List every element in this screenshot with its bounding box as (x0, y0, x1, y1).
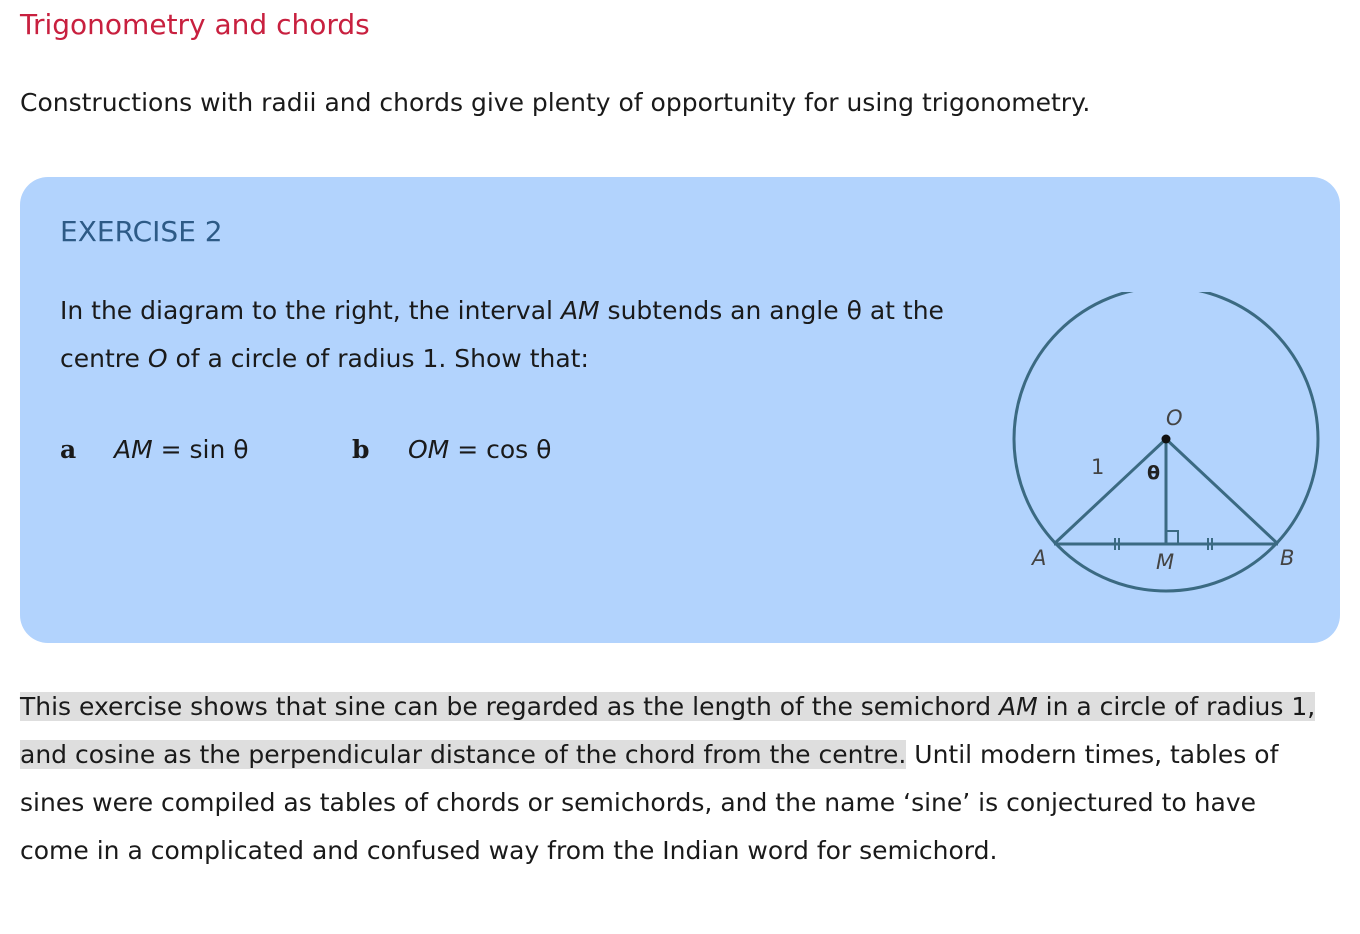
exercise-text-part-2: subtends an angle θ at the centre (60, 296, 944, 373)
exercise-text (60, 287, 960, 383)
exercise-text-part-3: of a circle of radius 1. Show that: (167, 344, 589, 373)
exercise-text-part-1: In the diagram to the right, the interval (60, 296, 561, 325)
highlighted-part-1: This exercise shows that sine can be regarded as the length of the semichord (20, 692, 1000, 721)
right-angle-mark (1166, 531, 1178, 544)
exercise-text-o: O (147, 344, 168, 373)
label-theta: θ (1147, 462, 1161, 484)
section-heading: Trigonometry and chords (20, 8, 370, 41)
part-a-rhs: = sin θ (152, 435, 249, 464)
exercise-box (20, 177, 1340, 643)
label-a: A (1032, 546, 1047, 570)
circle-chord-diagram (995, 292, 1340, 607)
intro-paragraph: Constructions with radii and chords give plenty of opportunity for using trigonometry. (20, 88, 1091, 117)
part-b-expression (408, 435, 551, 464)
part-b-letter: b (352, 435, 370, 464)
label-radius: 1 (1091, 455, 1105, 479)
exercise-parts (60, 435, 551, 464)
highlighted-am: AM (999, 692, 1038, 721)
exercise-text-am: AM (560, 296, 600, 325)
part-a-lhs: AM (114, 435, 153, 464)
exercise-title: EXERCISE 2 (60, 215, 223, 248)
label-o: O (1166, 406, 1183, 430)
radius-oa (1054, 439, 1166, 544)
radius-ob (1166, 439, 1278, 544)
centre-point (1162, 435, 1171, 444)
part-a-expression (114, 435, 352, 464)
label-b: B (1280, 546, 1295, 570)
closing-rest: Until modern times, tables of sines were compiled as tables of chords or semichords, and the name ‘sine’ is conjectured to have come in a complicated and confused way from the Indian word for semichord. (20, 740, 1279, 865)
label-m: M (1156, 550, 1175, 574)
closing-paragraph (20, 683, 1330, 875)
part-b-rhs: = cos θ (449, 435, 552, 464)
part-a-letter: a (60, 435, 77, 464)
part-b-lhs: OM (408, 435, 450, 464)
highlighted-part-2: in a circle of radius 1, and cosine as the perpendicular distance of the chord from the centre. (20, 692, 1316, 769)
